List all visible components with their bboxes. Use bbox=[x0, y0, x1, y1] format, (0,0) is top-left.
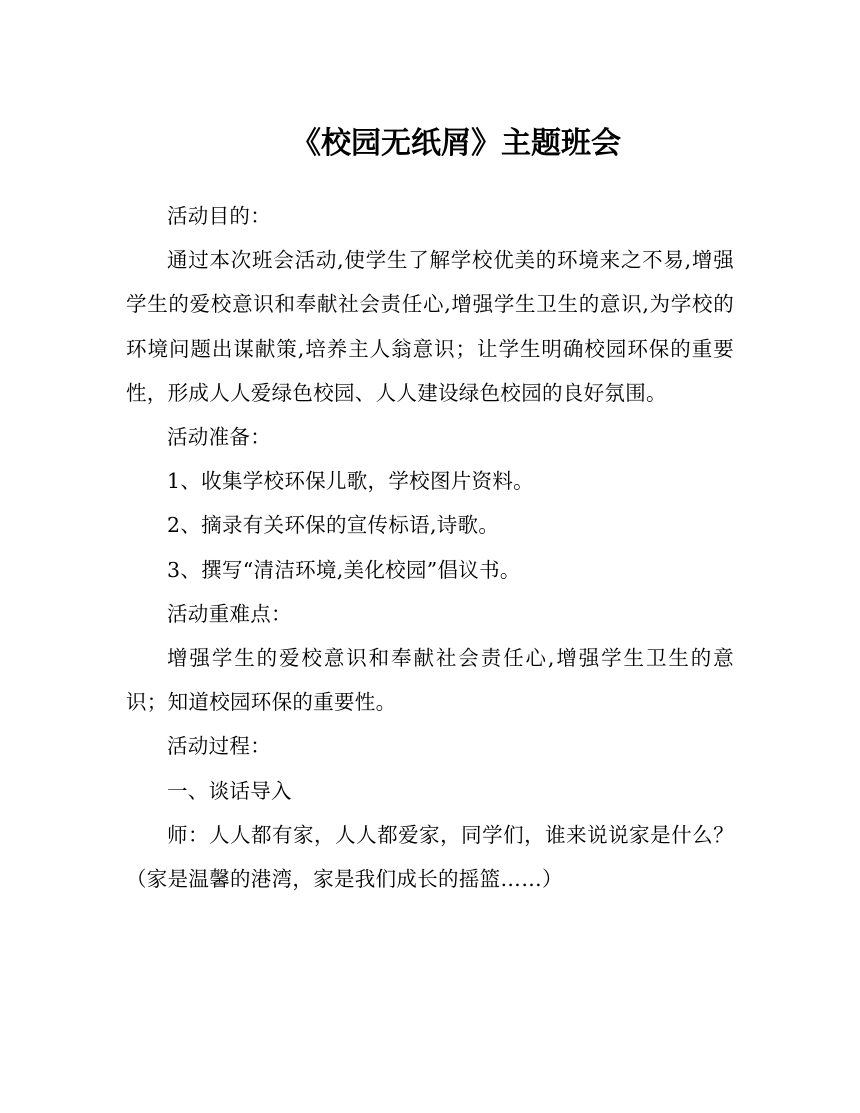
preparation-item-3: 3、撰写“清洁环境,美化校园”倡议书。 bbox=[167, 557, 521, 582]
process-step-heading: 一、谈话导入 bbox=[167, 778, 292, 803]
section-heading-preparation: 活动准备： bbox=[167, 425, 271, 450]
preparation-item-2: 2、摘录有关环保的宣传标语,诗歌。 bbox=[167, 513, 500, 538]
document-body bbox=[126, 194, 734, 901]
document-title: 《校园无纸屑》主题班会 bbox=[291, 126, 621, 162]
section-heading-purpose: 活动目的： bbox=[167, 204, 271, 228]
key-points-paragraph: 增强学生的爱校意识和奉献社会责任心,增强学生卫生的意识；知道校园环保的重要性。 bbox=[126, 646, 734, 715]
section-heading-key-points: 活动重难点： bbox=[167, 601, 292, 626]
purpose-paragraph: 通过本次班会活动,使学生了解学校优美的环境来之不易,增强学生的爱校意识和奉献社会责任心,增强学生卫生的意识,为学校的环境问题出谋献策,培养主人翁意识；让学生明确校园环保的重要性，形成人人爱绿色校园、人人建设绿色校园的良好氛围。 bbox=[126, 248, 734, 405]
preparation-item-1: 1、收集学校环保儿歌，学校图片资料。 bbox=[167, 469, 534, 494]
section-heading-process: 活动过程： bbox=[167, 734, 271, 759]
teacher-dialogue-paragraph: 师：人人都有家，人人都爱家，同学们，谁来说说家是什么？（家是温馨的港湾，家是我们成长的摇篮……） bbox=[126, 822, 734, 892]
